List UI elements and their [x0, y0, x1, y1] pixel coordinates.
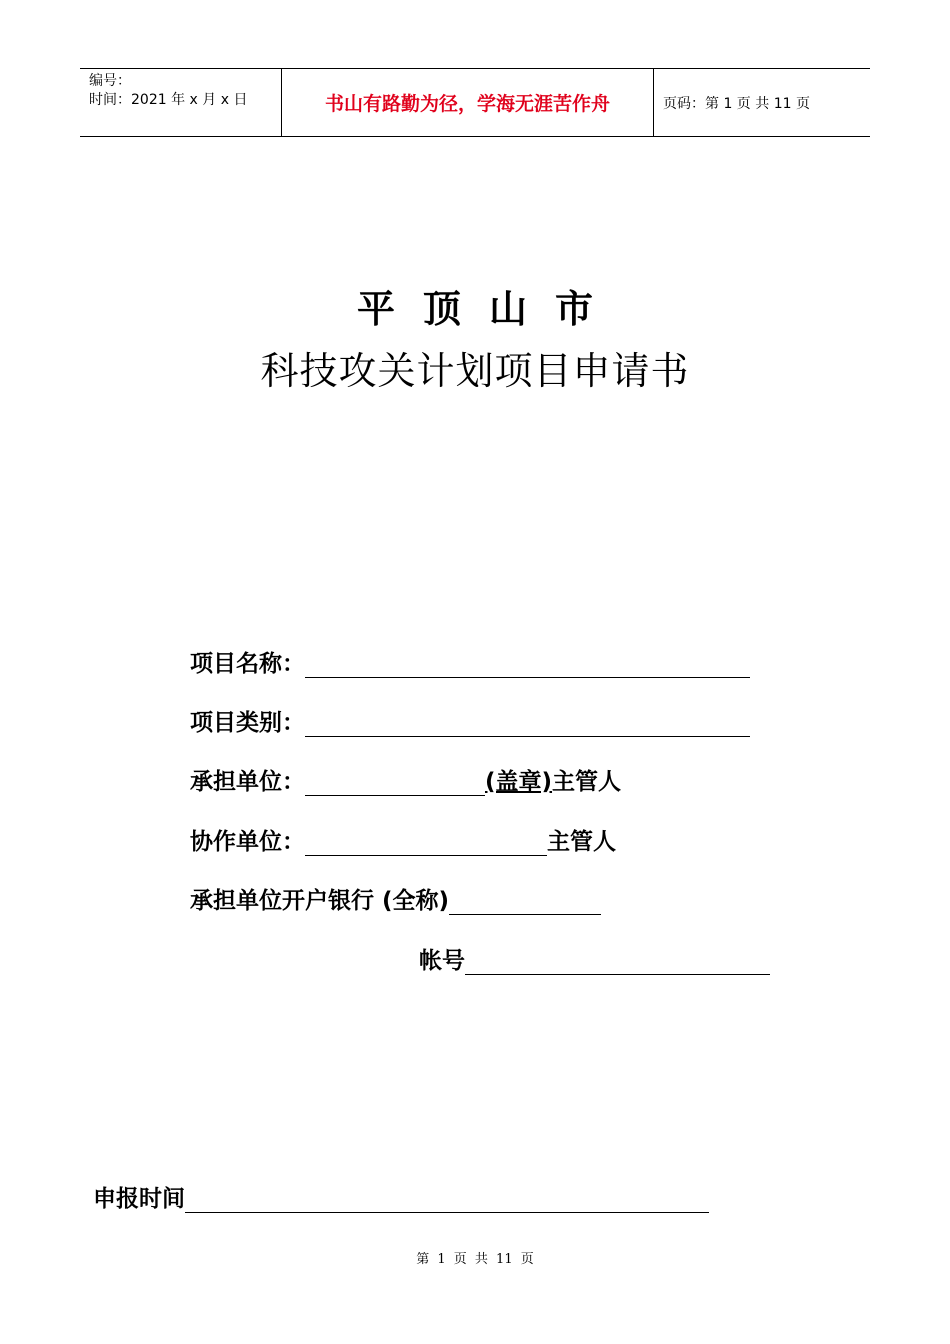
project-name-row: [190, 645, 750, 678]
bank-row: [190, 882, 601, 915]
project-category-blank[interactable]: [305, 712, 750, 737]
cooperating-unit-row: [190, 823, 616, 856]
undertaking-unit-blank[interactable]: [305, 771, 485, 796]
project-category-label: 项目类别：: [190, 710, 305, 736]
bank-blank[interactable]: [449, 890, 601, 915]
title-city: 平顶山市: [356, 286, 621, 331]
declare-time-blank[interactable]: [185, 1188, 709, 1213]
cooperating-unit-blank[interactable]: [305, 831, 547, 856]
account-row: [419, 942, 770, 975]
header-motto: 书山有路勤为径，学海无涯苦作舟: [281, 69, 654, 136]
number-label: 编号：: [89, 73, 131, 89]
undertaking-unit-row: [190, 763, 621, 796]
declare-time-label: 申报时间: [93, 1186, 185, 1212]
page-footer: 第 1 页 共 11 页: [416, 1252, 534, 1267]
project-name-blank[interactable]: [305, 653, 750, 678]
account-label: 帐号: [419, 948, 465, 974]
cooperating-unit-label: 协作单位：: [190, 829, 305, 855]
declare-time-row: [93, 1180, 709, 1213]
bank-label: 承担单位开户银行 (全称): [190, 888, 450, 914]
project-category-row: [190, 704, 750, 737]
account-blank[interactable]: [465, 950, 770, 975]
header-page-info: 页码：第 1 页 共 11 页: [663, 95, 810, 112]
title-document: 科技攻关计划项目申请书: [260, 349, 690, 393]
header-meta: [80, 69, 281, 136]
time-label: 时间：2021 年 x 月 x 日: [89, 92, 248, 108]
project-name-label: 项目名称：: [190, 651, 305, 677]
undertaking-unit-label: 承担单位：: [190, 769, 305, 795]
seal-text: (盖章): [485, 769, 553, 795]
document-header: [80, 68, 870, 137]
cooperating-supervisor-label: 主管人: [547, 829, 616, 855]
undertaking-supervisor-label: 主管人: [552, 769, 622, 795]
